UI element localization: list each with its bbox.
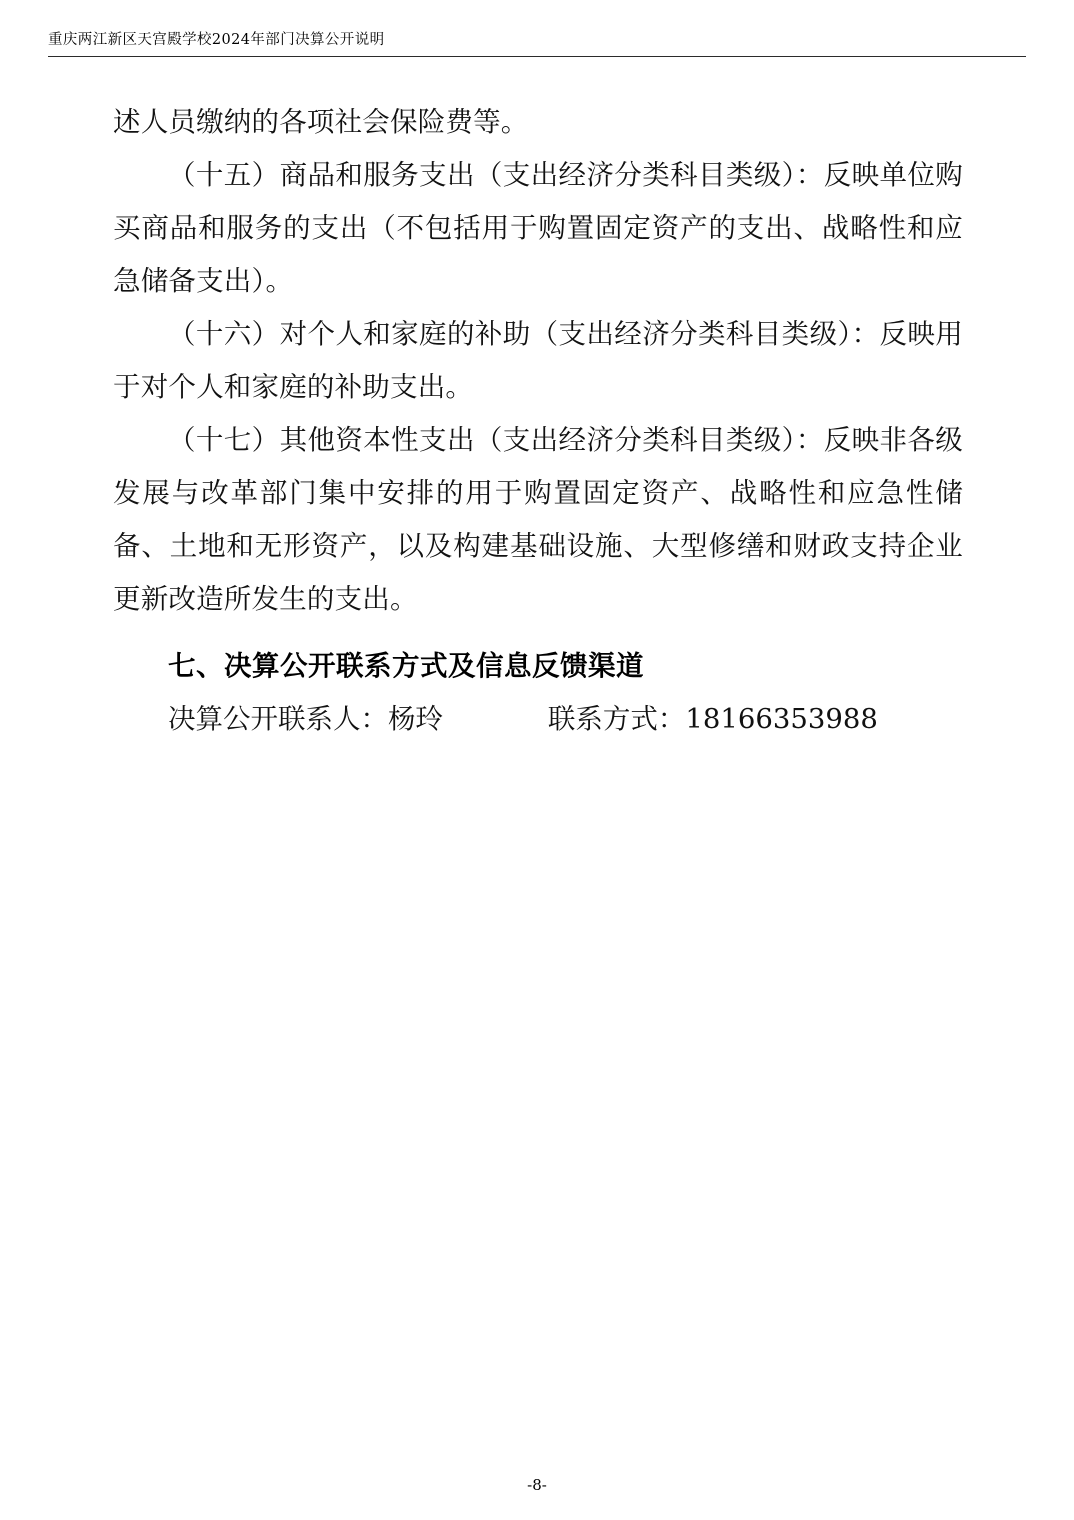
section-heading-seven: 七、决算公开联系方式及信息反馈渠道 (168, 650, 644, 682)
page-footer (0, 1475, 1074, 1494)
contact-information-line: 决算公开联系人：杨玲 联系方式：18166353988 (168, 703, 878, 735)
paragraph-continued: 述人员缴纳的各项社会保险费等。 (113, 106, 529, 138)
page-number: -8- (527, 1476, 547, 1494)
header-divider (48, 56, 1026, 57)
document-body (113, 96, 963, 746)
running-header (48, 30, 1026, 60)
paragraph-item-16: （十六）对个人和家庭的补助（支出经济分类科目类级）：反映用于对个人和家庭的补助支出。 (113, 318, 963, 403)
running-header-title: 重庆两江新区天宫殿学校2024年部门决算公开说明 (48, 32, 385, 48)
paragraph-item-17: （十七）其他资本性支出（支出经济分类科目类级）：反映非各级发展与改革部门集中安排的用于购置固定资产、战略性和应急性储备、土地和无形资产，以及构建基础设施、大型修缮和财政支持企业更新改造所发生的支出。 (113, 424, 963, 615)
paragraph-item-15: （十五）商品和服务支出（支出经济分类科目类级）：反映单位购买商品和服务的支出（不包括用于购置固定资产的支出、战略性和应急储备支出）。 (113, 159, 963, 297)
